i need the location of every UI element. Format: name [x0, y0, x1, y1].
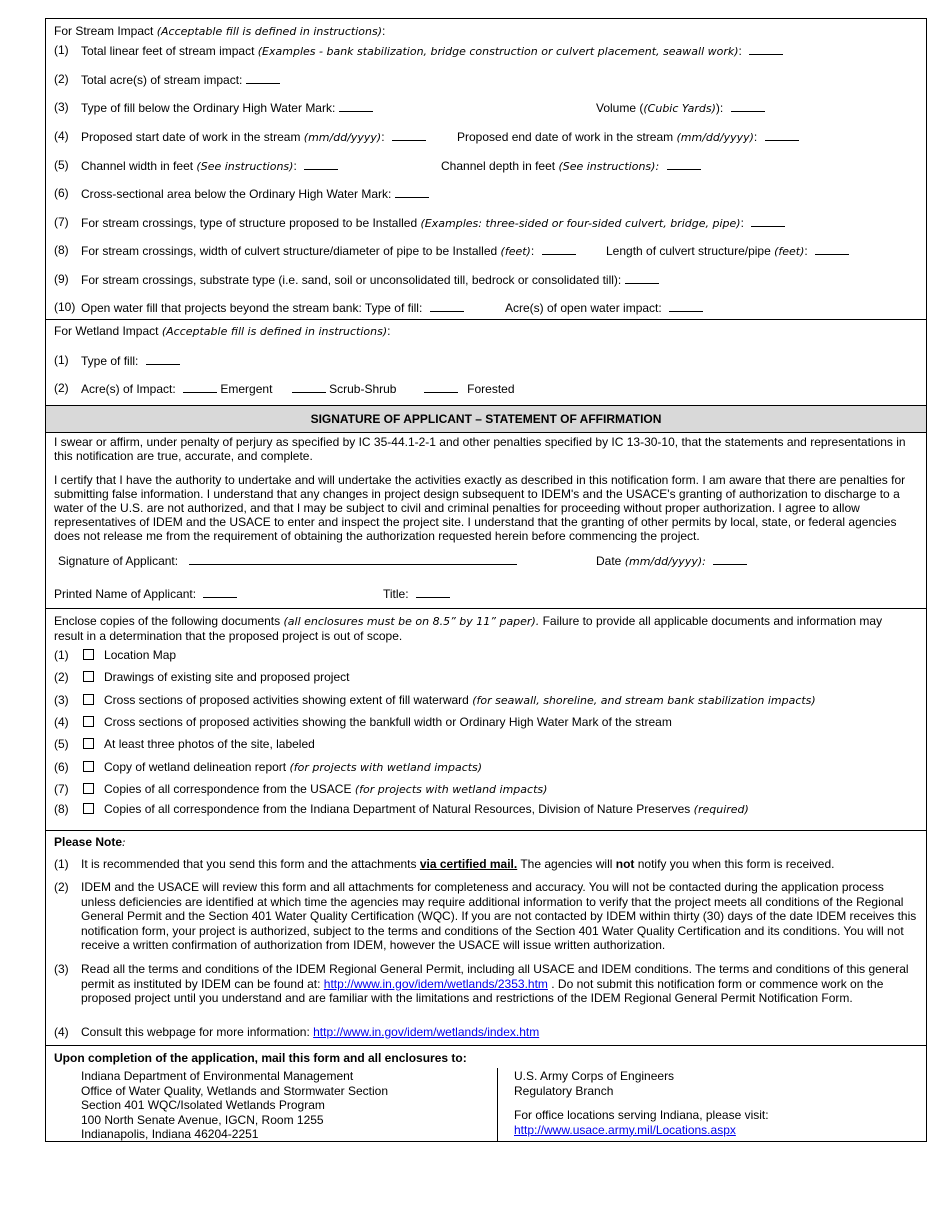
drawings-checkbox[interactable]	[83, 671, 94, 682]
usace-locations-link[interactable]: http://www.usace.army.mil/Locations.aspx	[514, 1122, 736, 1137]
signature-section-header: SIGNATURE OF APPLICANT – STATEMENT OF AFFIRMATION	[46, 405, 926, 432]
substrate-type-field[interactable]	[625, 272, 659, 284]
usace-correspondence-checkbox[interactable]	[83, 783, 94, 794]
title-line: Title:	[383, 586, 450, 601]
end-date-field[interactable]	[765, 129, 799, 141]
address-divider	[497, 1068, 498, 1141]
please-note-section: Please Note: (1) It is recommended that you send this form and the attachments via certified mail. The agencies will not notify you when this form is received. (2) IDEM and the USACE will review this form and all attachments for completeness and accuracy. You will not be contacted during the application process unless deficiencies are identified at which time the agencies may require additional information to verify that the project meets all conditions of the Regional General Permit and the Section 401 Water Quality Certification (WQC). If you are not contacted by IDEM within thirty (30) days of the date IDEM receives this notification form, your project is authorized, subject to the terms and conditions of the Section 401 Water Quality Certification and its conditions. You will not receive a written confirmation of authorization from IDEM, however the USACE will issue written authorization. (3) Read all the terms and conditions of the IDEM Regional General Permit, including all USACE and IDEM conditions. The terms and conditions of this general permit as instituted by IDEM can be found at: http://www.in.gov/idem/wetlands/2353.htm . Do not submit this notification form or commence work on the proposed project until you understand and are familiar with the limitations and restrictions of the IDEM Regional General Permit Notification Form. (4) Consult this webpage for more information: http://www.in.gov/idem/wetlands/index.htm	[46, 830, 926, 1045]
stream-heading: For Stream Impact (Acceptable fill is defined in instructions):	[54, 24, 386, 38]
location-map-checkbox[interactable]	[83, 649, 94, 660]
cross-sections-fill-checkbox[interactable]	[83, 694, 94, 705]
fill-type-field[interactable]	[339, 100, 373, 112]
emergent-acres-field[interactable]	[183, 381, 217, 393]
delineation-report-checkbox[interactable]	[83, 761, 94, 772]
certification-paragraph: I certify that I have the authority to undertake and will undertake the activities exactly as described in this notification form. I am aware that there are penalties for submitting false information. I understand that any changes in project design subsequent to IDEM's and the USACE's granting of authorization to discharge to a water of the U.S. are not authorized, and that I may be subject to civil and criminal penalties for proceeding without proper authorization. I agree to allow representatives of IDEM and the USACE to enter and inspect the project site. I understand that the granting of other permits by local, state, or federal agencies does not release me from the requirement of obtaining the authorization requested herein before commencing the project.	[54, 473, 906, 543]
mail-section	[46, 1045, 926, 1141]
open-water-acres-field[interactable]	[669, 300, 703, 312]
signature-field[interactable]	[189, 553, 517, 565]
linear-feet-field[interactable]	[749, 43, 783, 55]
culvert-length-field[interactable]	[815, 243, 849, 255]
enclosures-section: Enclose copies of the following documents (all enclosures must be on 8.5” by 11” paper). Failure to provide all applicable documents and information may result in a determination that the proposed project is out of scope. (1) Location Map (2) Drawings of existing site and proposed project (3) Cross sections of proposed activities showing extent of fill waterward (for seawall, shoreline, and stream bank stabilization impacts) (4) Cross sections of proposed activities showing the bankfull width or Ordinary High Water Mark of the stream (5) At least three photos of the site, labeled (6) Copy of wetland delineation report (for projects with wetland impacts) (7) Copies of all correspondence from the USACE (for projects with wetland impacts) (8) Copies of all correspondence from the Indiana Department of Natural Resources, Division of Nature Preserves (required)	[46, 608, 926, 830]
please-note-heading: Please Note:	[54, 835, 126, 849]
wetland-impact-section: For Wetland Impact (Acceptable fill is defined in instructions): (1) Type of fill: (2) Acre(s) of Impact: Emergent Scrub-Shrub Forested	[46, 319, 926, 405]
mail-heading: Upon completion of the application, mail this form and all enclosures to:	[54, 1051, 467, 1065]
stream-acres-field[interactable]	[246, 72, 280, 84]
title-field[interactable]	[416, 586, 450, 598]
stream-impact-section: For Stream Impact (Acceptable fill is defined in instructions): (1) Total linear feet of stream impact (Examples - bank stabilization, bridge construction or culvert placement, seawall work): (2) Total acre(s) of stream impact: (3) Type of fill below the Ordinary High Water Mark: Volume ((Cubic Yards)): (4) Proposed start date of work in the stream (mm/dd/yyyy): Proposed end date of work in the stream (mm/dd/yyyy): (5) Channel width in feet (See instructions): Channel depth in feet (See instructions): (6) Cross-sectional area below the Ordinary High Water Mark: (7) For stream crossings, type of structure proposed to be Installed (Examples: three-sided or four-sided culvert, bridge, pipe): (8) For stream crossings, width of culvert structure/diameter of pipe to be Installed (feet): Length of culvert structure/pipe (feet): (9) For stream crossings, substrate type (i.e. sand, soil or unconsolidated till, bedrock or consolidated till): (10) Open water fill that projects beyond the stream bank: Type of fill: Acre(s) of open water impact:	[46, 19, 926, 319]
cross-section-field[interactable]	[395, 186, 429, 198]
channel-depth-field[interactable]	[667, 158, 701, 170]
printed-name-field[interactable]	[203, 586, 237, 598]
signature-line: Signature of Applicant:	[58, 553, 517, 568]
forested-acres-field[interactable]	[424, 381, 458, 393]
signature-section	[46, 432, 926, 608]
affirmation-paragraph: I swear or affirm, under penalty of perjury as specified by IC 35-44.1-2-1 and other penalties specified by IC 13-30-10, that the statements and representations in this notification are true, accurate, and complete.	[54, 435, 906, 463]
date-line: Date (mm/dd/yyyy):	[596, 553, 747, 569]
enclosures-intro: Enclose copies of the following documents (all enclosures must be on 8.5” by 11” paper). Failure to provide all applicable documents and information may result in a determination that the proposed project is out of scope.	[54, 614, 883, 643]
photos-checkbox[interactable]	[83, 738, 94, 749]
signature-date-field[interactable]	[713, 553, 747, 565]
idem-wetlands-link[interactable]: http://www.in.gov/idem/wetlands/index.htm	[313, 1025, 540, 1039]
channel-width-field[interactable]	[304, 158, 338, 170]
wetland-fill-type-field[interactable]	[146, 353, 180, 365]
culvert-width-field[interactable]	[542, 243, 576, 255]
notification-form	[45, 18, 927, 1142]
cross-sections-bankfull-checkbox[interactable]	[83, 716, 94, 727]
idem-address: Indiana Department of Environmental Management Office of Water Quality, Wetlands and Stormwater Section Section 401 WQC/Isolated Wetlands Program 100 North Senate Avenue, IGCN, Room 1255 Indianapolis, Indiana 46204-2251	[81, 1069, 389, 1141]
wetland-heading: For Wetland Impact (Acceptable fill is defined in instructions):	[54, 324, 391, 338]
open-water-fill-type-field[interactable]	[430, 300, 464, 312]
volume-field[interactable]	[731, 100, 765, 112]
printed-name-line: Printed Name of Applicant:	[54, 586, 237, 601]
scrub-shrub-acres-field[interactable]	[292, 381, 326, 393]
idnr-correspondence-checkbox[interactable]	[83, 803, 94, 814]
start-date-field[interactable]	[392, 129, 426, 141]
structure-type-field[interactable]	[751, 215, 785, 227]
usace-address: U.S. Army Corps of Engineers Regulatory Branch For office locations serving Indiana, please visit: http://www.usace.army.mil/Locations.aspx	[514, 1069, 769, 1137]
idem-permit-link[interactable]: http://www.in.gov/idem/wetlands/2353.htm	[323, 976, 548, 991]
